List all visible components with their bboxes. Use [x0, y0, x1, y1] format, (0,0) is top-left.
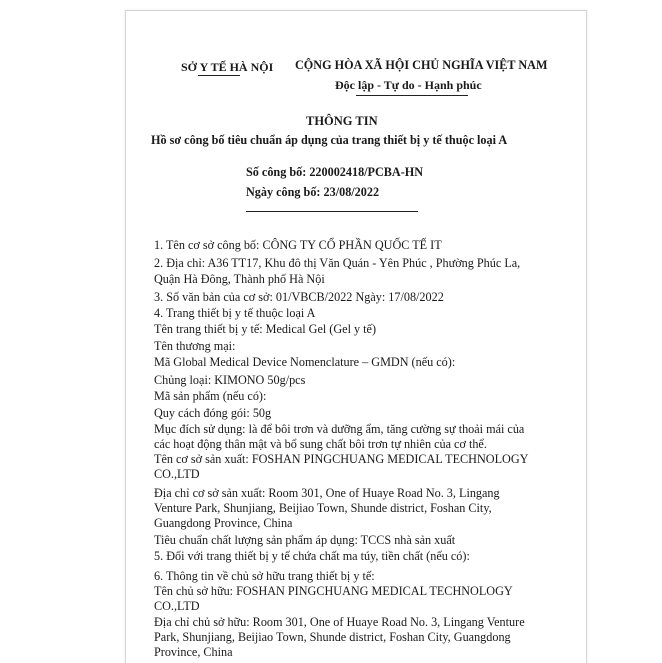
text-line: 2. Địa chỉ: A36 TT17, Khu đô thị Văn Quán - Yên Phúc , Phường Phúc La, — [154, 256, 521, 270]
text-line: Park, Shunjiang, Beijiao Town, Shunde district, Foshan City, Guangdong — [154, 630, 511, 644]
text-line: Tên thương mại: — [154, 339, 236, 353]
text-line: các hoạt động thân mật và bổ sung chất bôi trơn tự nhiên của cơ thể. — [154, 437, 487, 451]
republic-name: CỘNG HÒA XÃ HỘI CHỦ NGHĨA VIỆT NAM — [295, 58, 548, 72]
text-line: Tên chủ sở hữu: FOSHAN PINGCHUANG MEDICAL TECHNOLOGY — [154, 584, 513, 598]
text-line: 3. Số văn bản của cơ sở: 01/VBCB/2022 Ngày: 17/08/2022 — [154, 290, 444, 304]
text-line: Venture Park, Shunjiang, Beijiao Town, Shunde district, Foshan City, — [154, 501, 492, 515]
text-line: Tên trang thiết bị y tế: Medical Gel (Gel y tế) — [154, 322, 377, 336]
agency-underline — [198, 75, 240, 76]
text-line: 4. Trang thiết bị y tế thuộc loại A — [154, 306, 316, 320]
text-line: Chủng loại: KIMONO 50g/pcs — [154, 373, 306, 387]
text-line: Province, China — [154, 645, 233, 659]
text-line: Guangdong Province, China — [154, 516, 293, 530]
text-line: Địa chỉ cơ sở sản xuất: Room 301, One of Huaye Road No. 3, Lingang — [154, 486, 500, 500]
agency-name: SỞ Y TẾ HÀ NỘI — [181, 60, 274, 74]
text-line: CO.,LTD — [154, 599, 200, 613]
text-line: Mã Global Medical Device Nomenclature – GMDN (nếu có): — [154, 355, 456, 369]
text-line: Quy cách đóng gói: 50g — [154, 406, 272, 420]
text-line: 5. Đối với trang thiết bị y tế chứa chất ma túy, tiền chất (nếu có): — [154, 549, 470, 563]
document-subtitle: Hồ sơ công bố tiêu chuẩn áp dụng của trang thiết bị y tế thuộc loại A — [151, 133, 508, 147]
text-line: Quận Hà Đông, Thành phố Hà Nội — [154, 272, 325, 286]
document-page — [125, 10, 587, 663]
announcement-number: Số công bố: 220002418/PCBA-HN — [246, 165, 424, 179]
text-line: Mã sản phẩm (nếu có): — [154, 389, 267, 403]
text-line: Địa chỉ chủ sở hữu: Room 301, One of Huaye Road No. 3, Lingang Venture — [154, 615, 525, 629]
document-title: THÔNG TIN — [306, 114, 378, 128]
announcement-date: Ngày công bố: 23/08/2022 — [246, 185, 380, 199]
text-line: Tiêu chuẩn chất lượng sản phẩm áp dụng: TCCS nhà sản xuất — [154, 533, 456, 547]
text-line: 1. Tên cơ sở công bố: CÔNG TY CỔ PHẦN QUỐC TẾ IT — [154, 238, 442, 252]
title-divider — [246, 211, 418, 212]
motto-underline — [356, 95, 468, 96]
text-line: Mục đích sử dụng: là để bôi trơn và dưỡng ẩm, tăng cường sự thoải mái của — [154, 422, 525, 436]
text-line: 6. Thông tin về chủ sở hữu trang thiết bị y tế: — [154, 569, 375, 583]
text-line: Tên cơ sở sản xuất: FOSHAN PINGCHUANG MEDICAL TECHNOLOGY — [154, 452, 529, 466]
national-motto: Độc lập - Tự do - Hạnh phúc — [335, 78, 482, 92]
text-line: CO.,LTD — [154, 467, 200, 481]
